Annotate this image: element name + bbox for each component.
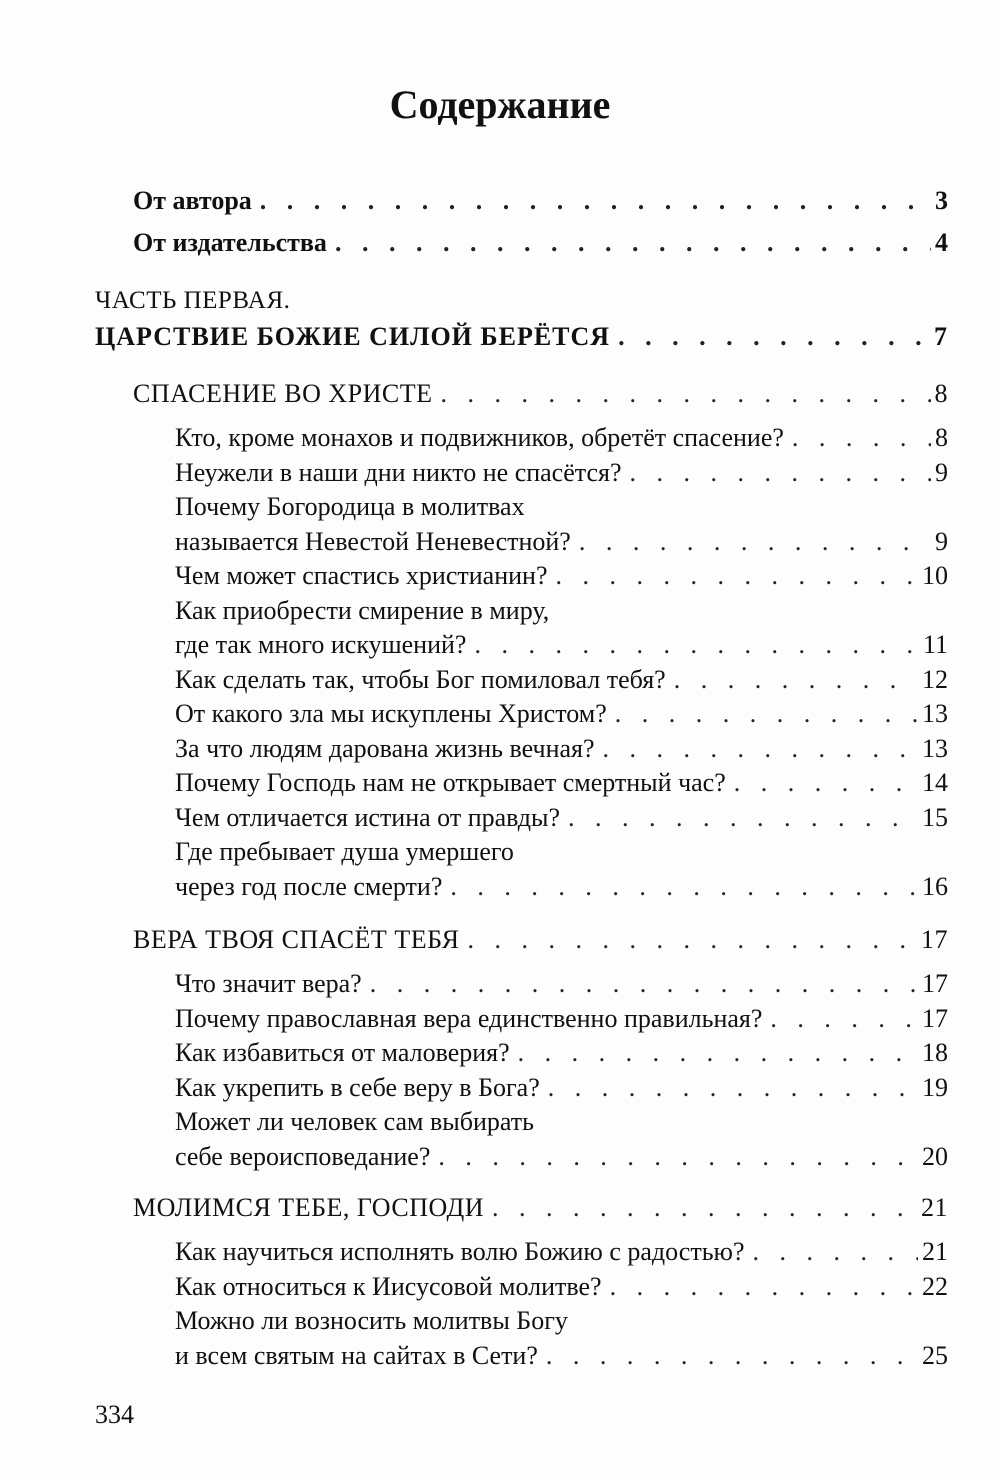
dot-leader [492, 1191, 917, 1225]
toc-item-page: 20 [922, 1141, 948, 1171]
toc-item [175, 1036, 948, 1070]
toc-item-label: где так много искушений? [175, 630, 467, 659]
section-0-page: 8 [934, 379, 948, 408]
toc-item [175, 456, 948, 490]
toc-item [175, 1071, 948, 1105]
dot-leader [548, 1071, 918, 1105]
dot-leader [441, 377, 931, 411]
toc-entry-author-page: 3 [935, 186, 948, 215]
dot-leader [610, 1270, 918, 1304]
toc-item-label: называется Невестой Неневестной? [175, 526, 571, 556]
toc-item [175, 525, 948, 559]
section-1-page: 17 [921, 925, 948, 954]
section-0 [133, 377, 948, 411]
toc-item-label: Кто, кроме монахов и подвижников, обретёт спасение? [175, 423, 784, 452]
page-number: 334 [95, 1400, 134, 1429]
toc-item-label: За что людям дарована жизнь вечная? [175, 733, 595, 763]
dot-leader [546, 1339, 918, 1373]
dot-leader [674, 663, 918, 697]
toc-item-page: 16 [922, 871, 948, 901]
toc-item-label: Как сделать так, чтобы Бог помиловал тебя? [175, 664, 666, 694]
toc-item [175, 663, 948, 697]
part-title-page: 7 [934, 322, 948, 351]
toc-item-label: Чем отличается истина от правды? [175, 802, 561, 832]
toc-item-label: Как укрепить в себе веру в Бога? [175, 1072, 540, 1102]
toc-item-page: 22 [922, 1271, 948, 1301]
toc-item-page: 18 [922, 1038, 948, 1067]
toc-entry-publisher [133, 226, 948, 260]
dot-leader [615, 697, 918, 731]
section-2-page: 21 [921, 1193, 948, 1222]
section-1 [133, 923, 948, 957]
section-2-label: МОЛИМСЯ ТЕБЕ, ГОСПОДИ [133, 1193, 484, 1222]
toc-item [175, 967, 948, 1001]
page-title: Содержание [389, 82, 611, 127]
section-0-label: СПАСЕНИЕ ВО ХРИСТЕ [133, 379, 433, 408]
part-title-label: ЦАРСТВИЕ БОЖИЕ СИЛОЙ БЕРЁТСЯ [95, 322, 611, 351]
toc-item-label: и всем святым на сайтах в Сети? [175, 1340, 538, 1370]
part-title [95, 320, 948, 354]
dot-leader [734, 766, 918, 800]
dot-leader [438, 1140, 918, 1174]
toc-entry-publisher-label: От издательства [133, 228, 327, 257]
toc-entry-author-label: От автора [133, 186, 252, 215]
toc-item-page: 19 [922, 1072, 948, 1102]
section-1-label: ВЕРА ТВОЯ СПАСЁТ ТЕБЯ [133, 925, 460, 954]
toc-item-label: Почему православная вера единственно правильная? [175, 1003, 763, 1033]
toc-item-page: 10 [922, 561, 948, 590]
toc-entry-publisher-page: 4 [935, 228, 948, 257]
toc-item-page: 8 [935, 423, 948, 452]
dot-leader [568, 801, 918, 835]
dot-leader [603, 732, 918, 766]
toc-item [175, 1339, 948, 1373]
dot-leader [555, 559, 918, 593]
dot-leader [474, 628, 919, 662]
toc-item-line: Может ли человек сам выбирать [175, 1107, 534, 1136]
toc-item-line: Где пребывает душа умершего [175, 837, 514, 866]
toc-item-line: Как приобрести смирение в миру, [175, 595, 550, 625]
toc-item-page: 13 [922, 733, 948, 763]
toc-item-label: через год после смерти? [175, 871, 443, 901]
toc-item-label: Почему Господь нам не открывает смертный час? [175, 768, 726, 797]
toc-item-page: 17 [922, 1003, 948, 1033]
toc-item-label: Как научиться исполнять волю Божию с радостью? [175, 1237, 745, 1266]
part-heading: ЧАСТЬ ПЕРВАЯ. [95, 287, 291, 314]
dot-leader [753, 1235, 918, 1269]
dot-leader [450, 870, 918, 904]
toc-item-page: 11 [922, 630, 948, 659]
toc-item [175, 1140, 948, 1174]
toc-item-label: От какого зла мы искуплены Христом? [175, 699, 607, 728]
toc-entry-author [133, 184, 948, 218]
dot-leader [770, 1002, 918, 1036]
dot-leader [579, 525, 931, 559]
toc-item-page: 15 [922, 802, 948, 832]
dot-leader [468, 923, 918, 957]
section-2 [133, 1191, 948, 1225]
toc-item-page: 9 [935, 526, 948, 556]
toc-item-page: 12 [922, 664, 948, 694]
toc-item-label: себе вероисповедание? [175, 1141, 431, 1171]
toc-item [175, 421, 948, 455]
toc-item-label: Неужели в наши дни никто не спасётся? [175, 457, 622, 487]
toc-item-line: Почему Богородица в молитвах [175, 492, 525, 521]
toc-item [175, 628, 948, 662]
toc-item-label: Что значит вера? [175, 969, 362, 998]
dot-leader [518, 1036, 918, 1070]
dot-leader [792, 421, 931, 455]
toc-item-page: 14 [922, 768, 948, 797]
dot-leader [618, 320, 930, 354]
toc-item-page: 13 [922, 699, 948, 728]
toc-item-label: Как относиться к Иисусовой молитве? [175, 1271, 602, 1301]
toc-item-label: Как избавиться от маловерия? [175, 1038, 510, 1067]
toc-item-line: Можно ли возносить молитвы Богу [175, 1306, 568, 1335]
toc-item [175, 1235, 948, 1269]
toc-item-page: 21 [922, 1237, 948, 1266]
toc-item-page: 9 [935, 457, 948, 487]
toc-item [175, 870, 948, 904]
toc-item [175, 559, 948, 593]
dot-leader [370, 967, 918, 1001]
toc-item [175, 1002, 948, 1036]
toc-item [175, 1270, 948, 1304]
toc-item [175, 801, 948, 835]
dot-leader [260, 184, 931, 218]
toc-item-page: 25 [922, 1340, 948, 1370]
toc-item [175, 732, 948, 766]
toc-item-label: Чем может спастись христианин? [175, 561, 548, 590]
toc-item-page: 17 [922, 969, 948, 998]
toc-item [175, 697, 948, 731]
dot-leader [335, 226, 931, 260]
dot-leader [629, 456, 931, 490]
toc-item [175, 766, 948, 800]
